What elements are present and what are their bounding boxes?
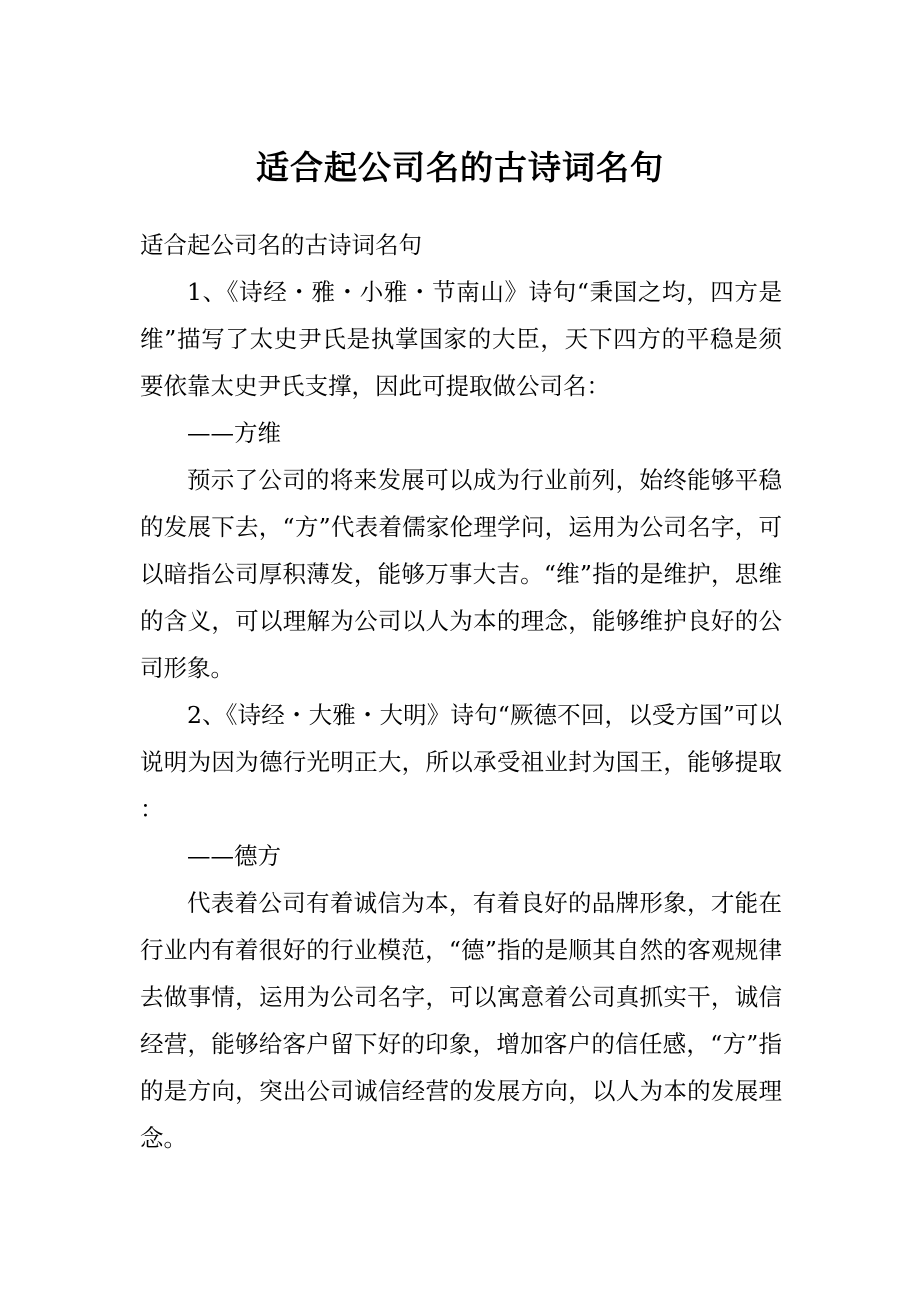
name-suggestion-fangwei: ——方维 (187, 419, 281, 447)
name-suggestion-defang: ——德方 (187, 842, 281, 870)
document-title: 适合起公司名的古诗词名句 (256, 148, 664, 187)
subtitle-paragraph: 适合起公司名的古诗词名句 (140, 231, 422, 259)
paragraph-poem-2-intro: 2、《诗经・大雅・大明》诗句“厥德不回，以受方国”可以说明为因为德行光明正大，所以承受祖业封为国王，能够提取： (140, 701, 782, 823)
paragraph-fangwei-explanation: 预示了公司的将来发展可以成为行业前列，始终能够平稳的发展下去，“方”代表着儒家伦理学问，运用为公司名字，可以暗指公司厚积薄发，能够万事大吉。“维”指的是维护，思维的含义，可以理解为公司以人为本的理念，能够维护良好的公司形象。 (140, 466, 782, 682)
paragraph-defang-explanation: 代表着公司有着诚信为本，有着良好的品牌形象，才能在行业内有着很好的行业模范，“德”指的是顺其自然的客观规律去做事情，运用为公司名字，可以寓意着公司真抓实干，诚信经营，能够给客户留下好的印象，增加客户的信任感，“方”指的是方向，突出公司诚信经营的发展方向，以人为本的发展理念。 (140, 889, 782, 1152)
paragraph-poem-1-intro: 1、《诗经・雅・小雅・节南山》诗句“秉国之均，四方是维”描写了太史尹氏是执掌国家的大臣，天下四方的平稳是须要依靠太史尹氏支撑，因此可提取做公司名： (140, 278, 782, 400)
document-body (140, 222, 782, 1162)
